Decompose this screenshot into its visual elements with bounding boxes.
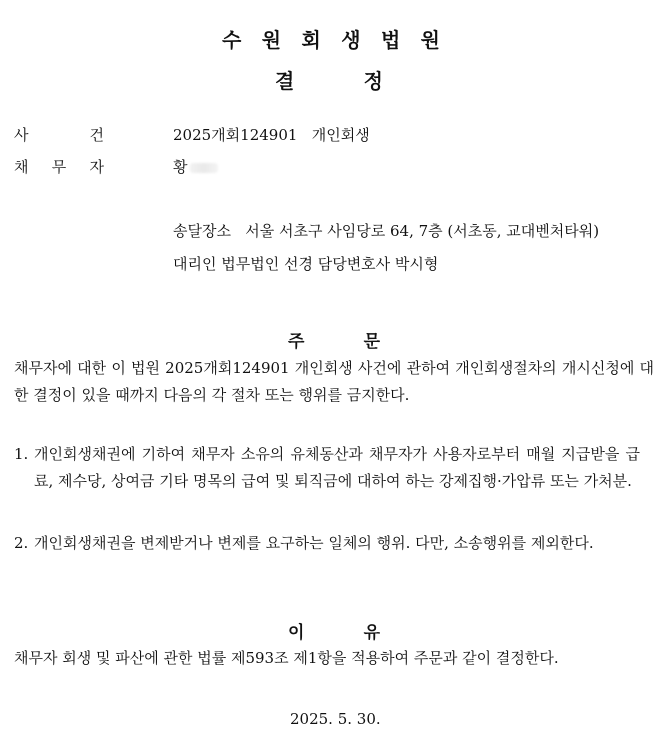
service-address: 송달장소 서울 서초구 사임당로 64, 7층 (서초동, 교대벤처타워) xyxy=(173,222,600,240)
case-number: 2025개회124901 개인회생 xyxy=(173,126,370,144)
court-name-char: 생 xyxy=(341,28,363,52)
reason-paragraph: 채무자 회생 및 파산에 관한 법률 제593조 제1항을 적용하여 주문과 같이 결정한다. xyxy=(14,649,559,667)
decision-date: 2025. 5. 30. xyxy=(290,710,381,728)
debtor-label-char: 자 xyxy=(89,158,104,176)
document-type xyxy=(275,65,385,94)
order-item-number: 1. xyxy=(14,445,29,463)
court-name-char: 법 xyxy=(380,28,403,52)
court-name-char: 원 xyxy=(261,28,284,52)
reason-heading-char: 이 xyxy=(288,623,305,643)
order-heading xyxy=(288,327,380,352)
document-type-char: 정 xyxy=(363,69,385,93)
reason-heading-char: 유 xyxy=(363,623,380,643)
order-heading-char: 주 xyxy=(288,332,305,352)
order-item xyxy=(14,530,640,557)
court-name xyxy=(222,24,442,53)
order-heading-char: 문 xyxy=(363,332,380,352)
court-name-char: 회 xyxy=(301,28,323,52)
legal-agent: 대리인 법무법인 선경 담당변호사 박시형 xyxy=(173,255,439,273)
order-item-text: 개인회생채권을 변제받거나 변제를 요구하는 일체의 행위. 다만, 소송행위를 제외한다. xyxy=(34,534,594,552)
court-name-char: 원 xyxy=(420,28,442,52)
debtor-name xyxy=(173,156,218,177)
order-item-text: 개인회생채권에 기하여 채무자 소유의 유체동산과 채무자가 사용자로부터 매월 지급받을 급료, 제수당, 상여금 기타 명목의 급여 및 퇴직금에 대하여 하는 강제집행·가압류 또는 가처분. xyxy=(34,445,640,490)
order-item-number: 2. xyxy=(14,534,29,552)
case-label-char: 사 xyxy=(14,126,29,144)
order-paragraph: 채무자에 대한 이 법원 2025개회124901 개인회생 사건에 관하여 개인회생절차의 개시신청에 대한 결정이 있을 때까지 다음의 각 절차 또는 행위를 금지한다. xyxy=(14,359,654,404)
case-label-char: 건 xyxy=(89,126,104,144)
reason-heading xyxy=(288,618,380,643)
debtor-label xyxy=(14,156,104,177)
case-label xyxy=(14,124,104,145)
debtor-label-char: 무 xyxy=(51,158,67,176)
redaction-blur xyxy=(190,163,218,173)
order-item xyxy=(14,441,640,495)
court-name-char: 수 xyxy=(222,28,244,52)
debtor-name-visible: 황 xyxy=(173,158,188,176)
debtor-label-char: 채 xyxy=(14,158,29,176)
document-type-char: 결 xyxy=(275,69,297,93)
